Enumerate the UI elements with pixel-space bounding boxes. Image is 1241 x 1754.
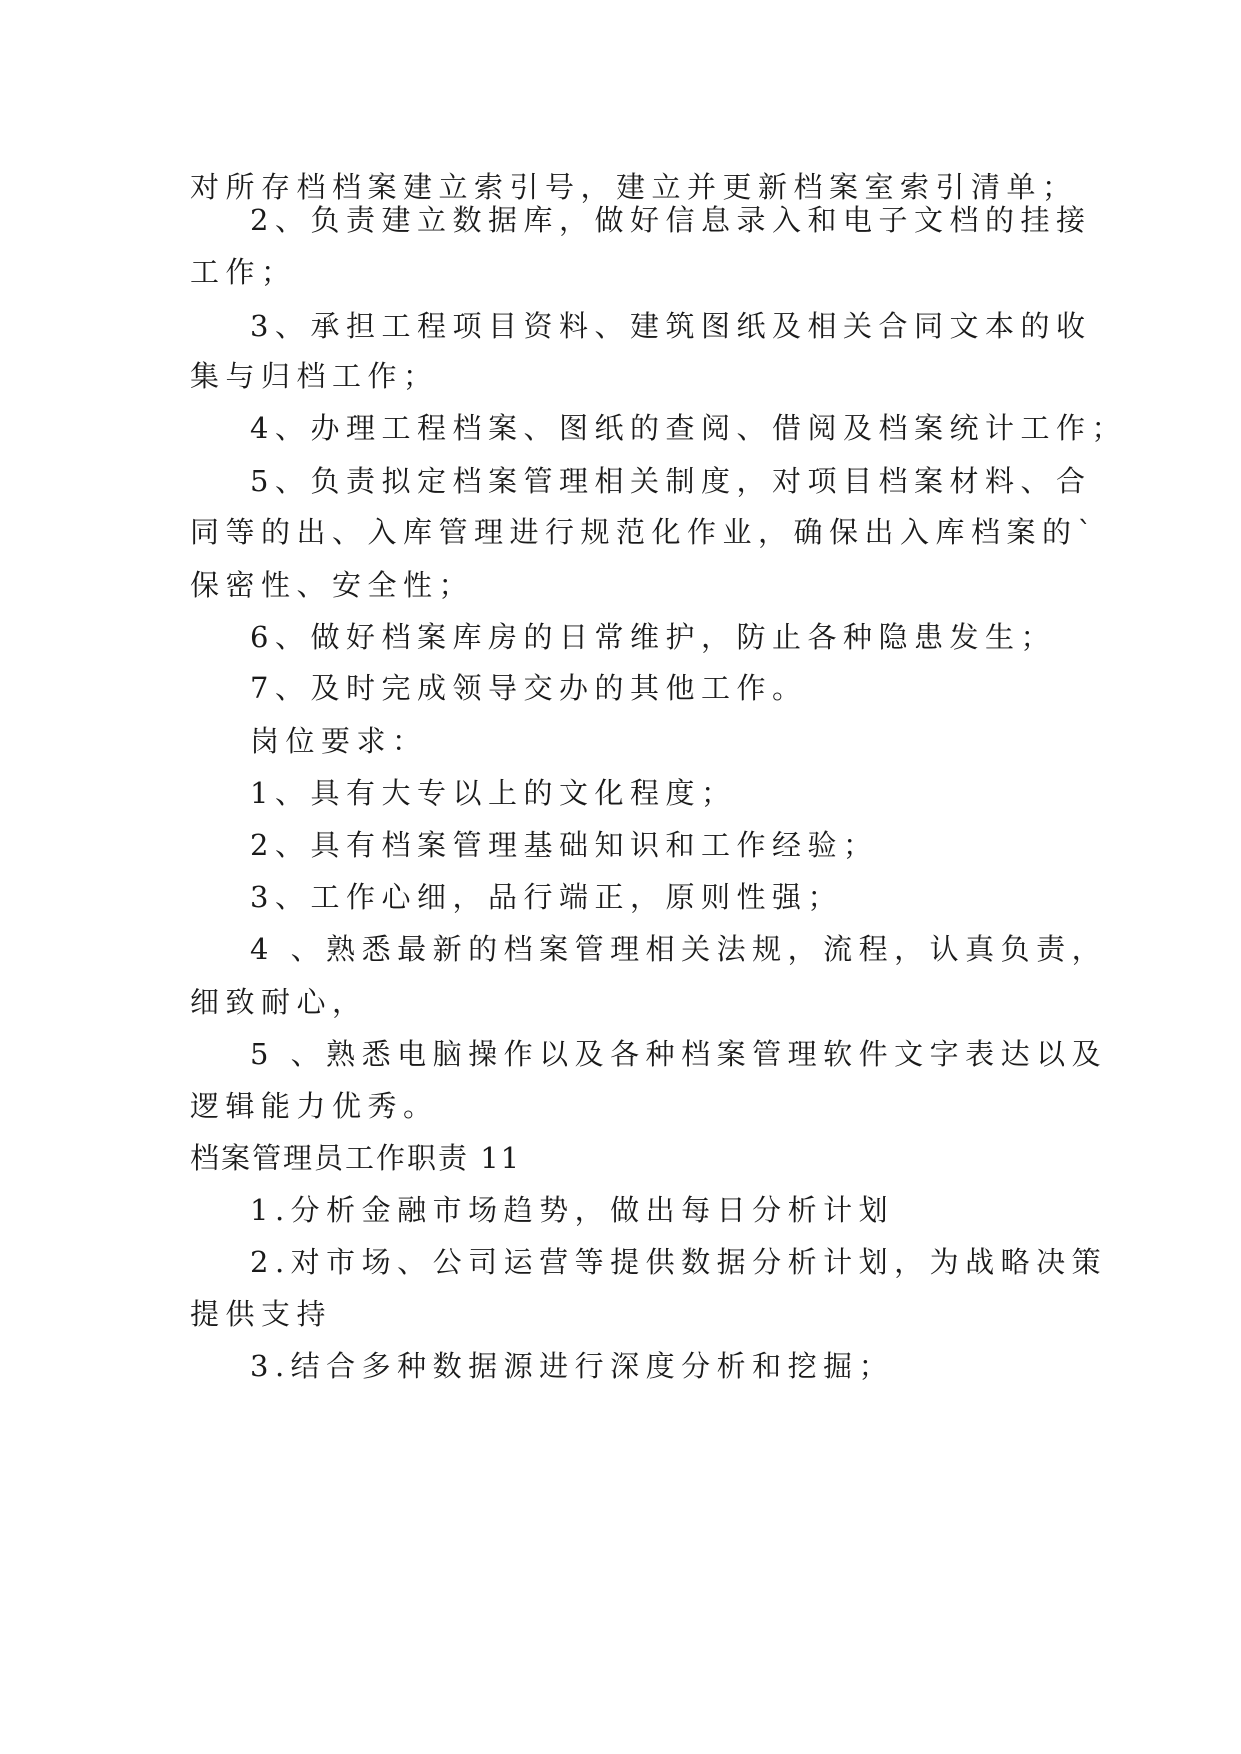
- list-item-duty-5: 5、负责拟定档案管理相关制度，对项目档案材料、合: [250, 464, 1092, 498]
- list-item-duty-3: 3、承担工程项目资料、建筑图纸及相关合同文本的收: [250, 309, 1092, 343]
- list-item-requirement-2: 2、具有档案管理基础知识和工作经验；: [250, 828, 879, 862]
- list-item-requirement-3: 3、工作心细，品行端正，原则性强；: [250, 880, 843, 914]
- list-item-requirement-5: 5 、熟悉电脑操作以及各种档案管理软件文字表达以及: [250, 1037, 1108, 1071]
- text-line: 细致耐心，: [190, 985, 368, 1019]
- text-line: 提供支持: [190, 1297, 333, 1331]
- list-item-duty-7: 7、及时完成领导交办的其他工作。: [250, 671, 808, 705]
- text-line: 同等的出、入库管理进行规范化作业，确保出入库档案的`: [190, 515, 1099, 549]
- section-heading-requirements: 岗位要求：: [250, 724, 428, 758]
- list-item-requirement-4: 4 、熟悉最新的档案管理相关法规，流程，认真负责，: [250, 932, 1108, 966]
- list-item-duty-4: 4、办理工程档案、图纸的查阅、借阅及档案统计工作；: [250, 411, 1127, 445]
- list-item-task-1: 1.分析金融市场趋势，做出每日分析计划: [250, 1193, 895, 1227]
- text-line: 工作；: [190, 255, 297, 289]
- text-line: 集与归档工作；: [190, 359, 439, 393]
- text-line: 对所存档档案建立索引号，建立并更新档案室索引清单；: [190, 170, 1078, 204]
- list-item-task-2: 2.对市场、公司运营等提供数据分析计划，为战略决策: [250, 1245, 1108, 1279]
- text-line: 保密性、安全性；: [190, 568, 475, 602]
- list-item-task-3: 3.结合多种数据源进行深度分析和挖掘；: [250, 1349, 895, 1383]
- list-item-duty-2: 2、负责建立数据库，做好信息录入和电子文档的挂接: [250, 203, 1092, 237]
- section-title: 档案管理员工作职责 11: [190, 1141, 522, 1175]
- list-item-requirement-1: 1、具有大专以上的文化程度；: [250, 776, 737, 810]
- text-line: 逻辑能力优秀。: [190, 1089, 439, 1123]
- list-item-duty-6: 6、做好档案库房的日常维护，防止各种隐患发生；: [250, 620, 1056, 654]
